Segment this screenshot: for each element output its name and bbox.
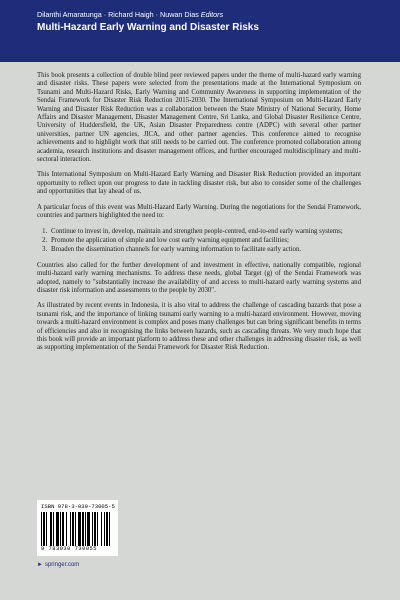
needs-list-item: 2. Promote the application of simple and low cost early warning equipment and facilities;	[49, 237, 361, 245]
editors-line	[37, 10, 223, 19]
barcode-icon	[41, 512, 114, 546]
blurb-paragraph: A particular focus of this event was Multi-Hazard Early Warning. During the negotiations for the Sendai Framework, countries and partners highlighted the need to:	[37, 203, 361, 220]
blurb-paragraph: This book presents a collection of double blind peer reviewed papers under the theme of multi-hazard early warning and disaster risks. These papers were selected from the presentations made at the International Symposium on Tsunami and Multi-Hazard Risks, Early Warning and Community Awareness in supporting implementation of the Sendai Framework for Disaster Risk Reduction 2015-2030. The International Symposium on Multi-Hazard Early Warning and Disaster Risk Reduction was a collaboration between the State Ministry of National Security, Home Affairs and Disaster Management, Disaster Management Centre, Sri Lanka, and Global Disaster Resilience Centre, University of Huddersfield, the UK, Asian Disaster Preparedness centre (ADPC) with several other partner universities, partner UN agencies, JICA, and other partner agencies. This conference aimed to recognise achievements and to highlight work that still needs to be carried out. The conference promoted collaboration among academia, research institutions and disaster management offices, and further encouraged multidisciplinary and multi-sectoral interaction.	[37, 72, 361, 164]
isbn-label: ISBN 978-3-030-73005-5	[41, 503, 115, 510]
blurb-paragraph: As illustrated by recent events in Indonesia, it is also vital to address the challenge of cascading hazards that pose a tsunami risk, and the importance of linking tsunami early warning to a multi-hazard environment. However, moving towards a multi-hazard environment is complex and poses many challenges but can bring significant benefits in terms of efficiencies and also in recognising the links between hazards, such as cascading threats. We very much hope that this book will provide an important platform to address these and other challenges in addressing disaster risk, as well as supporting implementation of the Sendai Framework for Disaster Risk Reduction.	[37, 302, 361, 352]
blurb-paragraph: This International Symposium on Multi-Hazard Early Warning and Disaster Risk Reduction provided an important opportunity to reflect upon our progress to date in tackling disaster risk, but also to consider some of the challenges and opportunities that lay ahead of us.	[37, 171, 361, 196]
barcode-box	[37, 500, 118, 556]
needs-list-item: 1. Continue to invest in, develop, maintain and strengthen people-centred, end-to-end early warning systems;	[49, 228, 361, 236]
editor-names: Dilanthi Amaratunga · Richard Haigh · Nuwan Dias	[37, 10, 199, 19]
publisher-link[interactable]	[37, 562, 79, 568]
arrow-icon: ►	[37, 562, 43, 568]
barcode-digits: 9 783030 730055	[41, 546, 98, 552]
needs-list-item: 3. Broaden the dissemination channels for early warning information to facilitate early action.	[49, 246, 361, 254]
needs-list	[37, 228, 361, 255]
blurb-paragraph: Countries also called for the further development of and investment in effective, nationally compatible, regional multi-hazard early warning mechanisms. To address these needs, global Target (g) of the Sendai Framework was adopted, namely to "substantially increase the availability of and access to multi-hazard early warning systems and disaster risk information and assessments to the people by 2030".	[37, 261, 361, 294]
blurb-text	[37, 72, 361, 360]
book-title: Multi-Hazard Early Warning and Disaster Risks	[37, 22, 259, 33]
publisher-url[interactable]: springer.com	[44, 562, 80, 568]
editors-suffix: Editors	[200, 10, 224, 19]
cover-header	[0, 0, 400, 62]
